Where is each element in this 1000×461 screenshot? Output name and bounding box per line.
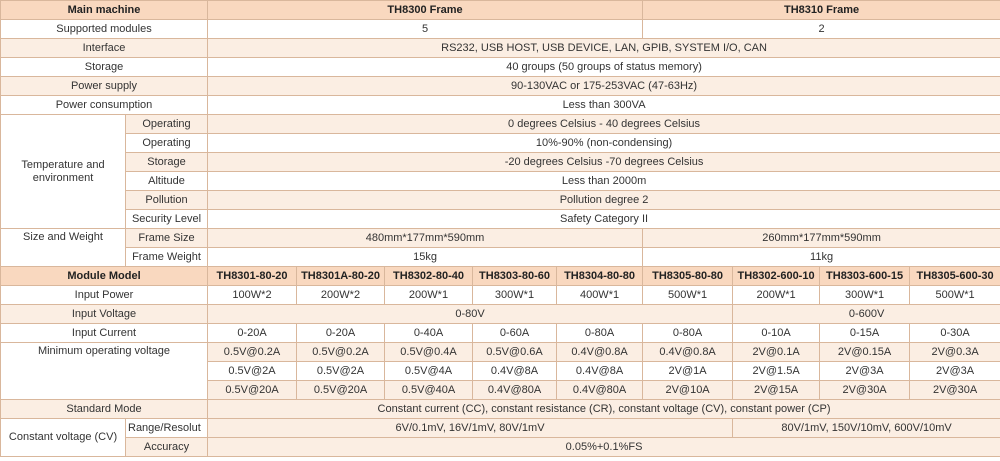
module-model-label: Module Model: [1, 267, 208, 286]
input-voltage-high: 0-600V: [733, 305, 1000, 324]
min-voltage-value: 2V@10A: [643, 381, 733, 400]
env-name: Altitude: [126, 172, 208, 191]
cv-range-low: 6V/0.1mV, 16V/1mV, 80V/1mV: [208, 419, 733, 438]
storage-row: [1, 58, 1000, 77]
power-supply-row: [1, 77, 1000, 96]
env-value: 10%-90% (non-condensing): [208, 134, 1000, 153]
input-current-value: 0-15A: [820, 324, 910, 343]
env-name: Pollution: [126, 191, 208, 210]
cv-accuracy-row: [1, 438, 1000, 457]
min-voltage-value: 0.5V@2A: [208, 362, 297, 381]
interface-row: [1, 39, 1000, 58]
frame-weight-a: 15kg: [208, 248, 643, 267]
input-power-label: Input Power: [1, 286, 208, 305]
power-consumption-value: Less than 300VA: [208, 96, 1000, 115]
env-value: Less than 2000m: [208, 172, 1000, 191]
min-voltage-row: [1, 343, 1000, 362]
min-voltage-value: 2V@0.1A: [733, 343, 820, 362]
min-voltage-value: 0.5V@0.6A: [473, 343, 557, 362]
input-power-value: 400W*1: [557, 286, 643, 305]
input-power-value: 200W*1: [733, 286, 820, 305]
min-voltage-value: 2V@30A: [820, 381, 910, 400]
constant-voltage-label: Constant voltage (CV): [1, 419, 126, 457]
min-voltage-value: 0.5V@0.2A: [297, 343, 385, 362]
power-consumption-row: [1, 96, 1000, 115]
input-power-value: 500W*1: [643, 286, 733, 305]
min-voltage-value: 2V@3A: [910, 362, 1000, 381]
min-voltage-label: Minimum operating voltage: [1, 343, 208, 400]
min-voltage-value: 0.4V@80A: [557, 381, 643, 400]
supported-modules-b: 2: [643, 20, 1000, 39]
env-name: Operating: [126, 115, 208, 134]
interface-label: Interface: [1, 39, 208, 58]
cv-range-name: Range/Resolut: [126, 419, 208, 438]
frame-size-name: Frame Size: [126, 229, 208, 248]
min-voltage-value: 2V@0.15A: [820, 343, 910, 362]
min-voltage-value: 2V@15A: [733, 381, 820, 400]
input-current-value: 0-10A: [733, 324, 820, 343]
model-name: TH8302-80-40: [385, 267, 473, 286]
cv-accuracy-name: Accuracy: [126, 438, 208, 457]
min-voltage-value: 2V@0.3A: [910, 343, 1000, 362]
min-voltage-value: 0.5V@0.4A: [385, 343, 473, 362]
input-current-label: Input Current: [1, 324, 208, 343]
supported-modules-a: 5: [208, 20, 643, 39]
main-machine-header: Main machine: [1, 1, 208, 20]
input-power-value: 200W*2: [297, 286, 385, 305]
min-voltage-value: 0.4V@0.8A: [557, 343, 643, 362]
input-current-value: 0-20A: [208, 324, 297, 343]
frame-size-b: 260mm*177mm*590mm: [643, 229, 1000, 248]
model-name: TH8305-600-30: [910, 267, 1000, 286]
storage-label: Storage: [1, 58, 208, 77]
env-row: [1, 210, 1000, 229]
env-row: [1, 172, 1000, 191]
size-weight-label: Size and Weight: [1, 229, 126, 267]
env-value: 0 degrees Celsius - 40 degrees Celsius: [208, 115, 1000, 134]
model-name: TH8301-80-20: [208, 267, 297, 286]
frame-size-row: [1, 229, 1000, 248]
env-row: [1, 115, 1000, 134]
standard-mode-label: Standard Mode: [1, 400, 208, 419]
model-name: TH8301A-80-20: [297, 267, 385, 286]
input-current-value: 0-20A: [297, 324, 385, 343]
min-voltage-value: 0.5V@20A: [297, 381, 385, 400]
model-name: TH8304-80-80: [557, 267, 643, 286]
env-value: -20 degrees Celsius -70 degrees Celsius: [208, 153, 1000, 172]
input-voltage-row: [1, 305, 1000, 324]
input-current-value: 0-60A: [473, 324, 557, 343]
interface-value: RS232, USB HOST, USB DEVICE, LAN, GPIB, SYSTEM I/O, CAN: [208, 39, 1000, 58]
input-power-row: [1, 286, 1000, 305]
frame-a-header: TH8300 Frame: [208, 1, 643, 20]
min-voltage-value: 2V@30A: [910, 381, 1000, 400]
frame-weight-name: Frame Weight: [126, 248, 208, 267]
standard-mode-row: [1, 400, 1000, 419]
power-supply-label: Power supply: [1, 77, 208, 96]
input-current-row: [1, 324, 1000, 343]
input-voltage-label: Input Voltage: [1, 305, 208, 324]
power-consumption-label: Power consumption: [1, 96, 208, 115]
env-name: Storage: [126, 153, 208, 172]
min-voltage-value: 0.4V@8A: [473, 362, 557, 381]
input-power-value: 500W*1: [910, 286, 1000, 305]
env-value: Pollution degree 2: [208, 191, 1000, 210]
min-voltage-value: 0.5V@4A: [385, 362, 473, 381]
standard-mode-value: Constant current (CC), constant resistance (CR), constant voltage (CV), constant power (CP): [208, 400, 1000, 419]
model-name: TH8305-80-80: [643, 267, 733, 286]
min-voltage-value: 2V@1.5A: [733, 362, 820, 381]
supported-modules-row: [1, 20, 1000, 39]
min-voltage-value: 2V@3A: [820, 362, 910, 381]
cv-accuracy-value: 0.05%+0.1%FS: [208, 438, 1000, 457]
env-row: [1, 191, 1000, 210]
input-power-value: 300W*1: [473, 286, 557, 305]
min-voltage-value: 2V@1A: [643, 362, 733, 381]
input-power-value: 100W*2: [208, 286, 297, 305]
env-row: [1, 153, 1000, 172]
header-row: [1, 1, 1000, 20]
env-name: Operating: [126, 134, 208, 153]
supported-modules-label: Supported modules: [1, 20, 208, 39]
environment-label: Temperature and environment: [1, 115, 126, 229]
storage-value: 40 groups (50 groups of status memory): [208, 58, 1000, 77]
input-current-value: 0-30A: [910, 324, 1000, 343]
env-value: Safety Category II: [208, 210, 1000, 229]
min-voltage-value: 0.5V@20A: [208, 381, 297, 400]
input-current-value: 0-80A: [643, 324, 733, 343]
input-current-value: 0-40A: [385, 324, 473, 343]
frame-size-a: 480mm*177mm*590mm: [208, 229, 643, 248]
input-power-value: 300W*1: [820, 286, 910, 305]
min-voltage-value: 0.5V@40A: [385, 381, 473, 400]
cv-range-row: [1, 419, 1000, 438]
env-row: [1, 134, 1000, 153]
input-voltage-low: 0-80V: [208, 305, 733, 324]
frame-b-header: TH8310 Frame: [643, 1, 1000, 20]
model-name: TH8303-80-60: [473, 267, 557, 286]
min-voltage-value: 0.4V@0.8A: [643, 343, 733, 362]
input-current-value: 0-80A: [557, 324, 643, 343]
module-model-row: [1, 267, 1000, 286]
input-power-value: 200W*1: [385, 286, 473, 305]
power-supply-value: 90-130VAC or 175-253VAC (47-63Hz): [208, 77, 1000, 96]
cv-range-high: 80V/1mV, 150V/10mV, 600V/10mV: [733, 419, 1000, 438]
frame-weight-row: [1, 248, 1000, 267]
env-name: Security Level: [126, 210, 208, 229]
min-voltage-value: 0.4V@8A: [557, 362, 643, 381]
model-name: TH8302-600-10: [733, 267, 820, 286]
min-voltage-value: 0.5V@2A: [297, 362, 385, 381]
min-voltage-value: 0.5V@0.2A: [208, 343, 297, 362]
model-name: TH8303-600-15: [820, 267, 910, 286]
min-voltage-value: 0.4V@80A: [473, 381, 557, 400]
frame-weight-b: 11kg: [643, 248, 1000, 267]
